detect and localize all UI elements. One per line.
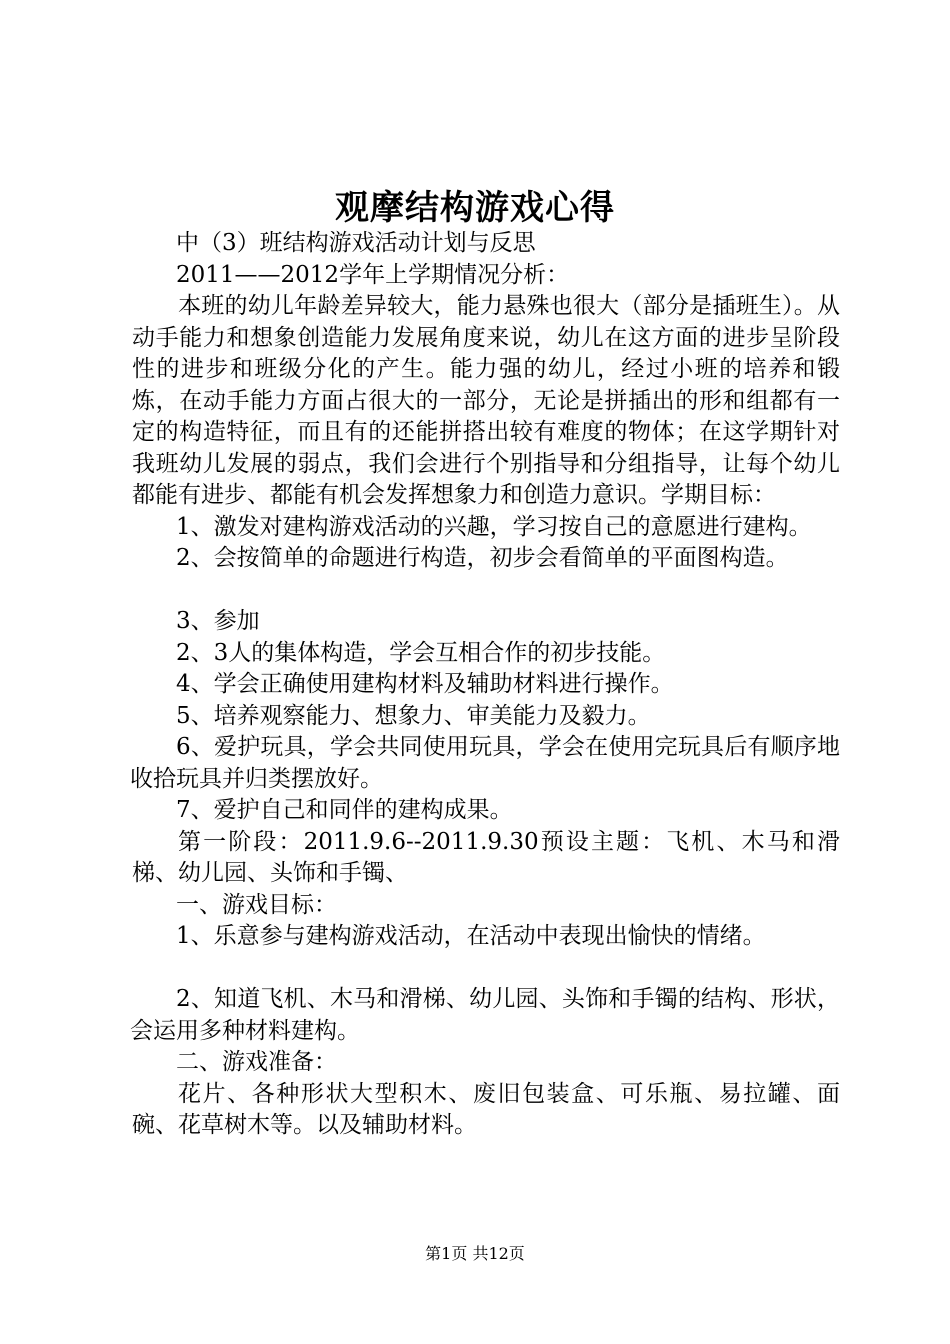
paragraph-goal-7: 7、爱护自己和同伴的建构成果。 xyxy=(176,797,513,823)
blank-line xyxy=(130,953,840,985)
paragraph-goal-3-continued: 2、3人的集体构造，学会互相合作的初步技能。 xyxy=(176,639,666,666)
paragraph-term-analysis: 2011——2012学年上学期情况分析： xyxy=(176,261,570,288)
paragraph-goal-5: 5、培养观察能力、想象力、审美能力及毅力。 xyxy=(176,702,651,729)
document-title: 观摩结构游戏心得 xyxy=(335,188,615,228)
heading-game-preparation: 二、游戏准备： xyxy=(176,1049,337,1075)
paragraph-class-analysis: 本班的幼儿年龄差异较大，能力悬殊也很大（部分是插班生）。从动手能力和想象创造能力发展角度来说，幼儿在这方面的进步呈阶段性的进步和班级分化的产生。能力强的幼儿，经过小班的培养和锻炼，在动手能力方面占很大的一部分，无论是拼插出的形和组都有一定的构造特征，而且有的还能拼搭出较有难度的物体；在这学期针对我班幼儿发展的弱点，我们会进行个别指导和分组指导，让每个幼儿都能有进步、都能有机会发挥想象力和创造力意识。学期目标： xyxy=(132,293,840,508)
paragraph-game-goal-2: 2、知道飞机、木马和滑梯、幼儿园、头饰和手镯的结构、形状，会运用多种材料建构。 xyxy=(130,986,840,1044)
page-number-footer: 第1页 共12页 xyxy=(425,1244,525,1263)
paragraph-class-plan: 中（3）班结构游戏活动计划与反思 xyxy=(176,230,536,256)
paragraph-goal-3: 3、参加 xyxy=(176,608,260,634)
paragraph-goal-6: 6、爱护玩具，学会共同使用玩具，学会在使用完玩具后有顺序地收拾玩具并归类摆放好。 xyxy=(130,734,840,792)
paragraph-materials: 花片、各种形状大型积木、废旧包装盒、可乐瓶、易拉罐、面碗、花草树木等。以及辅助材料。 xyxy=(132,1080,840,1138)
paragraph-goal-1: 1、激发对建构游戏活动的兴趣，学习按自己的意愿进行建构。 xyxy=(176,513,812,540)
paragraph-game-goal-1: 1、乐意参与建构游戏活动，在活动中表现出愉快的情绪。 xyxy=(176,923,766,949)
paragraph-goal-4: 4、学会正确使用建构材料及辅助材料进行操作。 xyxy=(176,671,674,697)
paragraph-goal-2: 2、会按简单的命题进行构造，初步会看简单的平面图构造。 xyxy=(176,545,789,571)
paragraph-stage-one: 第一阶段：2011.9.6--2011.9.30预设主题：飞机、木马和滑梯、幼儿园、头饰和手镯、 xyxy=(132,828,840,886)
document-body xyxy=(130,228,840,1142)
heading-game-goals: 一、游戏目标： xyxy=(176,891,337,918)
blank-line xyxy=(130,575,840,607)
